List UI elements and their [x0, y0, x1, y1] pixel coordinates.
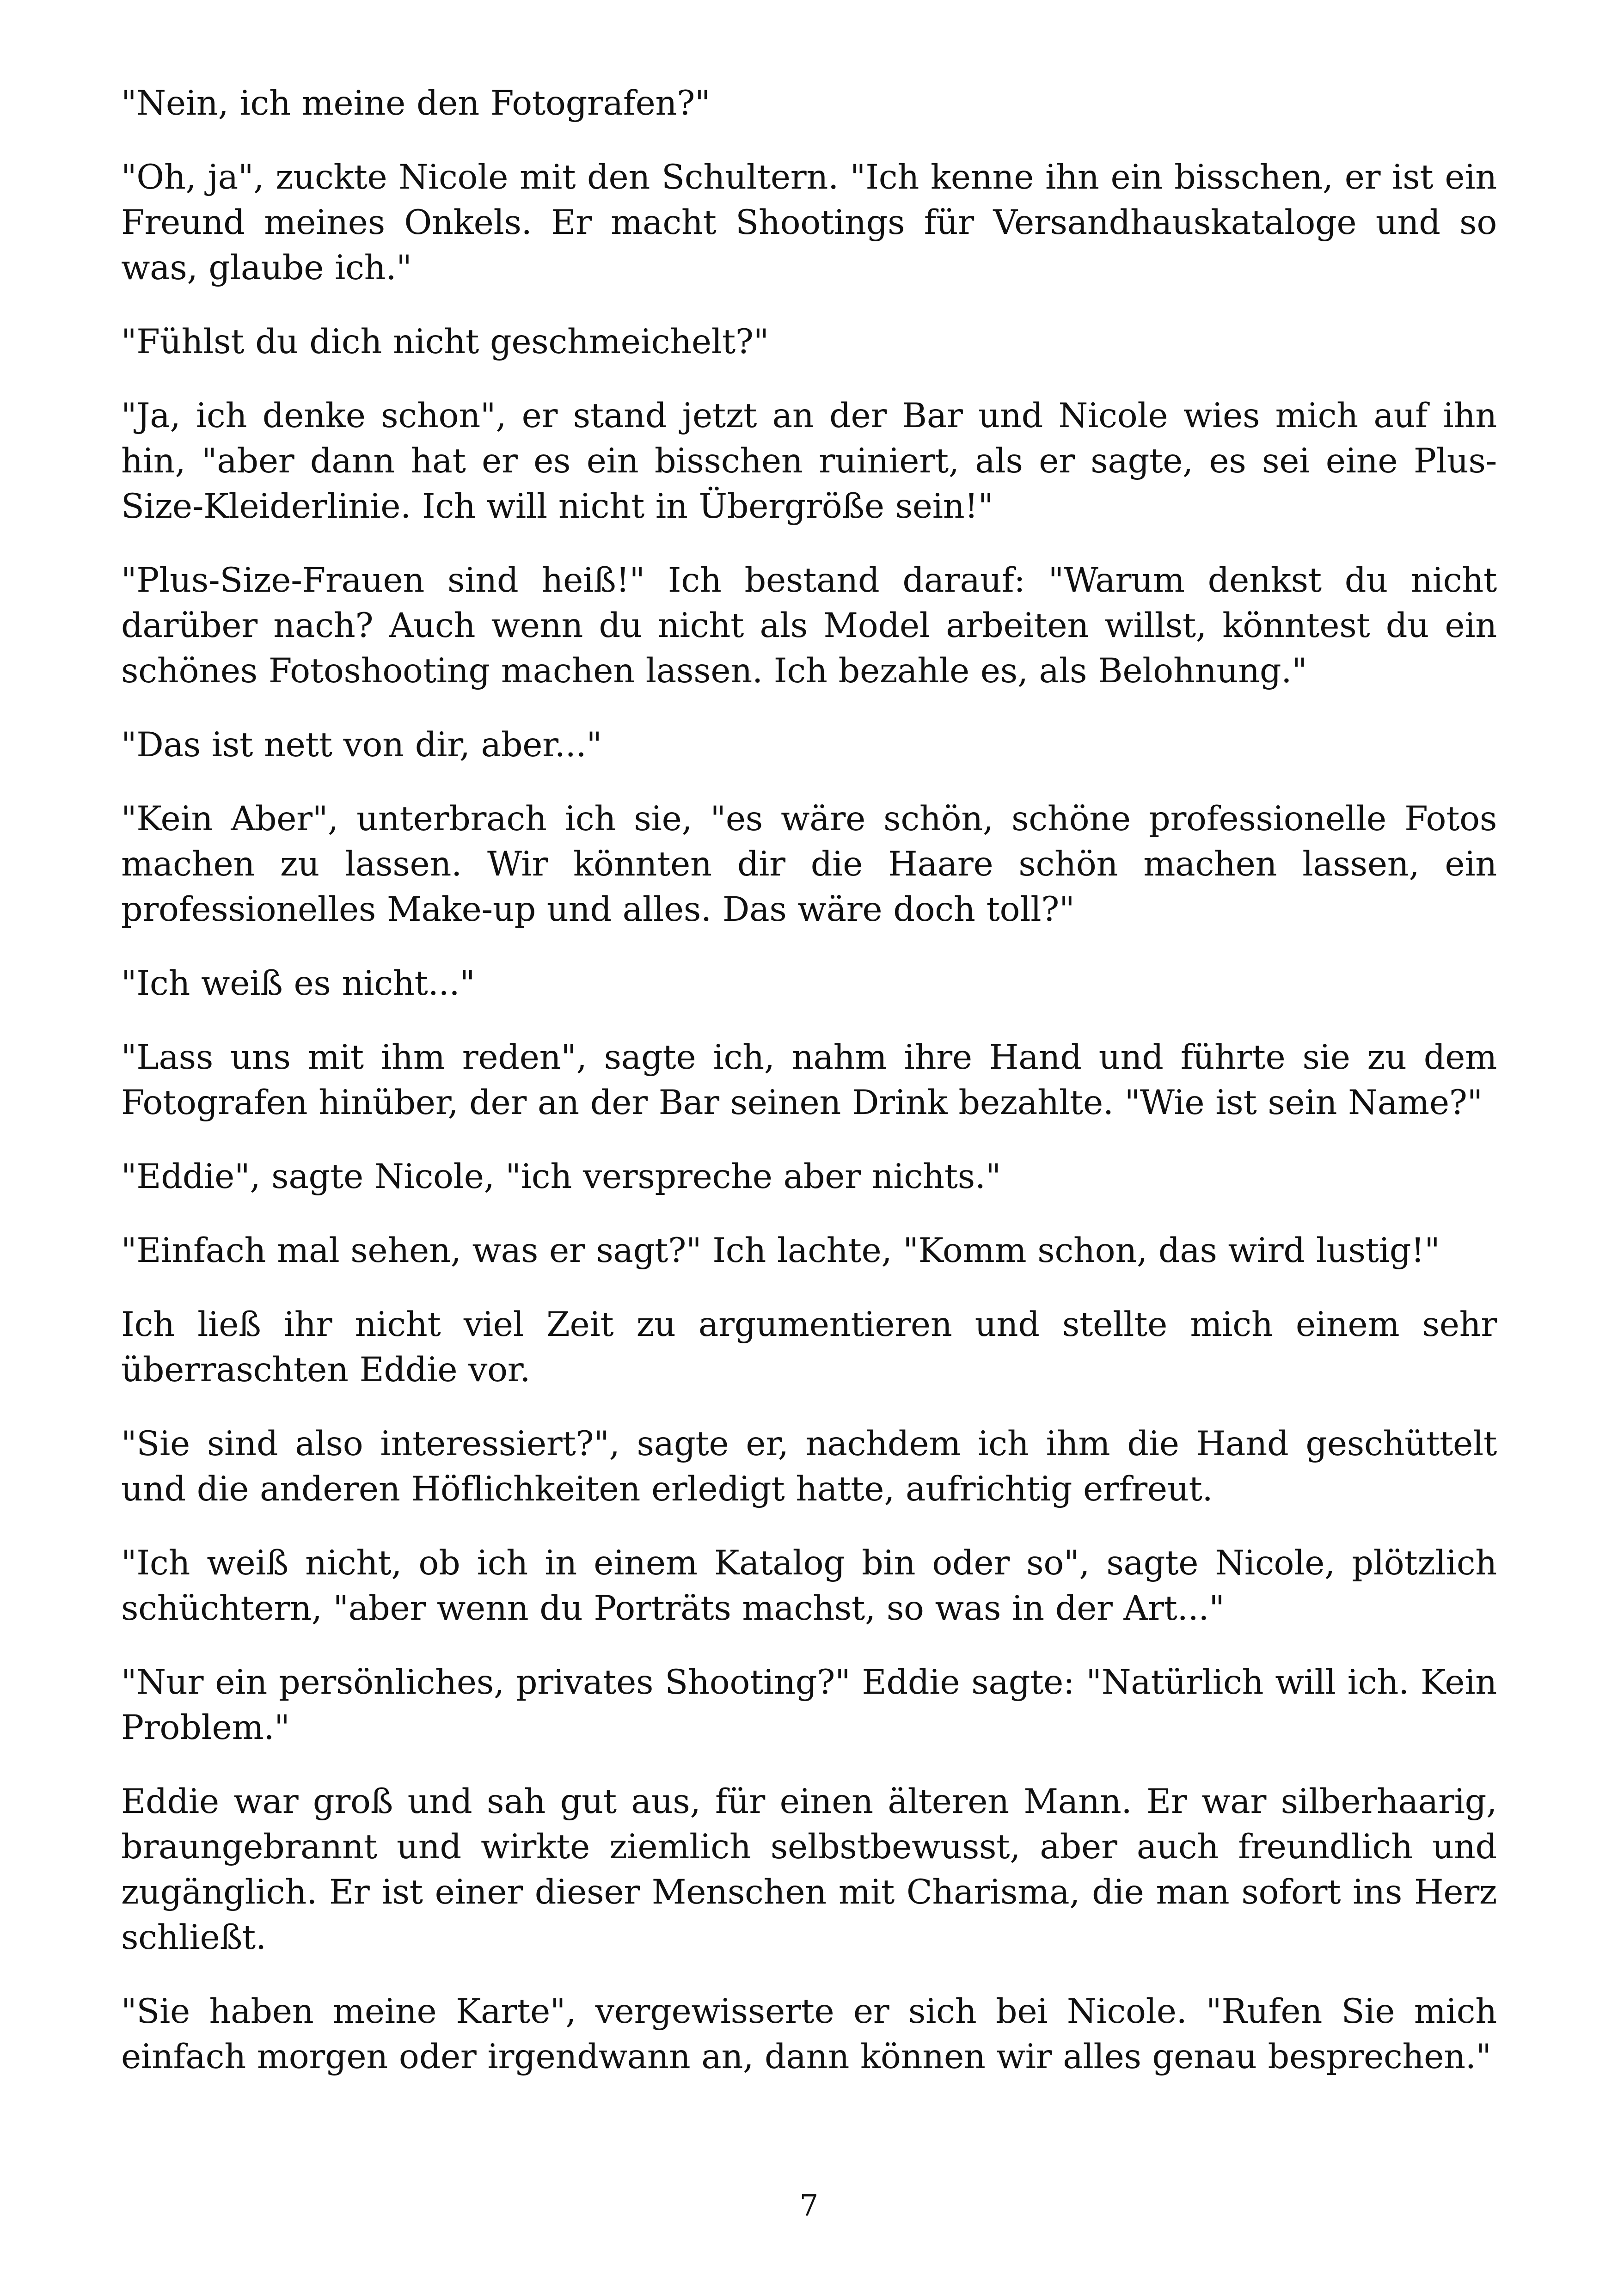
paragraph: Ich ließ ihr nicht viel Zeit zu argumentieren und stellte mich einem sehr überraschten Eddie vor.: [121, 1305, 1497, 1390]
paragraph: "Oh, ja", zuckte Nicole mit den Schultern. "Ich kenne ihn ein bisschen, er ist ein Freund meines Onkels. Er macht Shootings für Versandhauskataloge und so was, glaube ich.": [121, 158, 1497, 288]
paragraph: "Eddie", sagte Nicole, "ich verspreche aber nichts.": [121, 1157, 1001, 1196]
paragraph: "Das ist nett von dir, aber...": [121, 725, 602, 765]
paragraph: "Ich weiß nicht, ob ich in einem Katalog bin oder so", sagte Nicole, plötzlich schüchtern, "aber wenn du Porträts machst, so was in der Art...": [121, 1543, 1497, 1628]
paragraph: "Sie haben meine Karte", vergewisserte er sich bei Nicole. "Rufen Sie mich einfach morgen oder irgendwann an, dann können wir alles genau besprechen.": [121, 1992, 1497, 2076]
page-body: [121, 81, 1497, 2108]
paragraph: "Kein Aber", unterbrach ich sie, "es wäre schön, schöne professionelle Fotos machen zu lassen. Wir könnten dir die Haare schön machen lassen, ein professionelles Make-up und alles. Das wäre doch toll?": [121, 799, 1497, 929]
paragraph: "Einfach mal sehen, was er sagt?" Ich lachte, "Komm schon, das wird lustig!": [121, 1231, 1440, 1270]
paragraph: Eddie war groß und sah gut aus, für einen älteren Mann. Er war silberhaarig, braungebrannt und wirkte ziemlich selbstbewusst, aber auch freundlich und zugänglich. Er ist einer dieser Menschen mit Charisma, die man sofort ins Herz schließt.: [121, 1782, 1497, 1957]
paragraph: "Nein, ich meine den Fotografen?": [121, 84, 711, 123]
paragraph: "Plus-Size-Frauen sind heiß!" Ich bestand darauf: "Warum denkst du nicht darüber nach? Auch wenn du nicht als Model arbeiten willst, könntest du ein schönes Fotoshooting machen lassen. Ich bezahle es, als Belohnung.": [121, 561, 1497, 691]
paragraph: "Ich weiß es nicht...": [121, 964, 475, 1003]
paragraph: "Sie sind also interessiert?", sagte er, nachdem ich ihm die Hand geschüttelt und die anderen Höflichkeiten erledigt hatte, aufrichtig erfreut.: [121, 1424, 1497, 1509]
paragraph: "Ja, ich denke schon", er stand jetzt an der Bar und Nicole wies mich auf ihn hin, "aber dann hat er es ein bisschen ruiniert, als er sagte, es sei eine Plus-Size-Kleiderlinie. Ich will nicht in Übergröße sein!": [121, 396, 1497, 526]
paragraph: "Nur ein persönliches, privates Shooting?" Eddie sagte: "Natürlich will ich. Kein Problem.": [121, 1663, 1497, 1747]
page-number: 7: [799, 2189, 819, 2223]
paragraph: "Fühlst du dich nicht geschmeichelt?": [121, 322, 769, 361]
paragraph: "Lass uns mit ihm reden", sagte ich, nahm ihre Hand und führte sie zu dem Fotografen hinüber, der an der Bar seinen Drink bezahlte. "Wie ist sein Name?": [121, 1038, 1497, 1122]
